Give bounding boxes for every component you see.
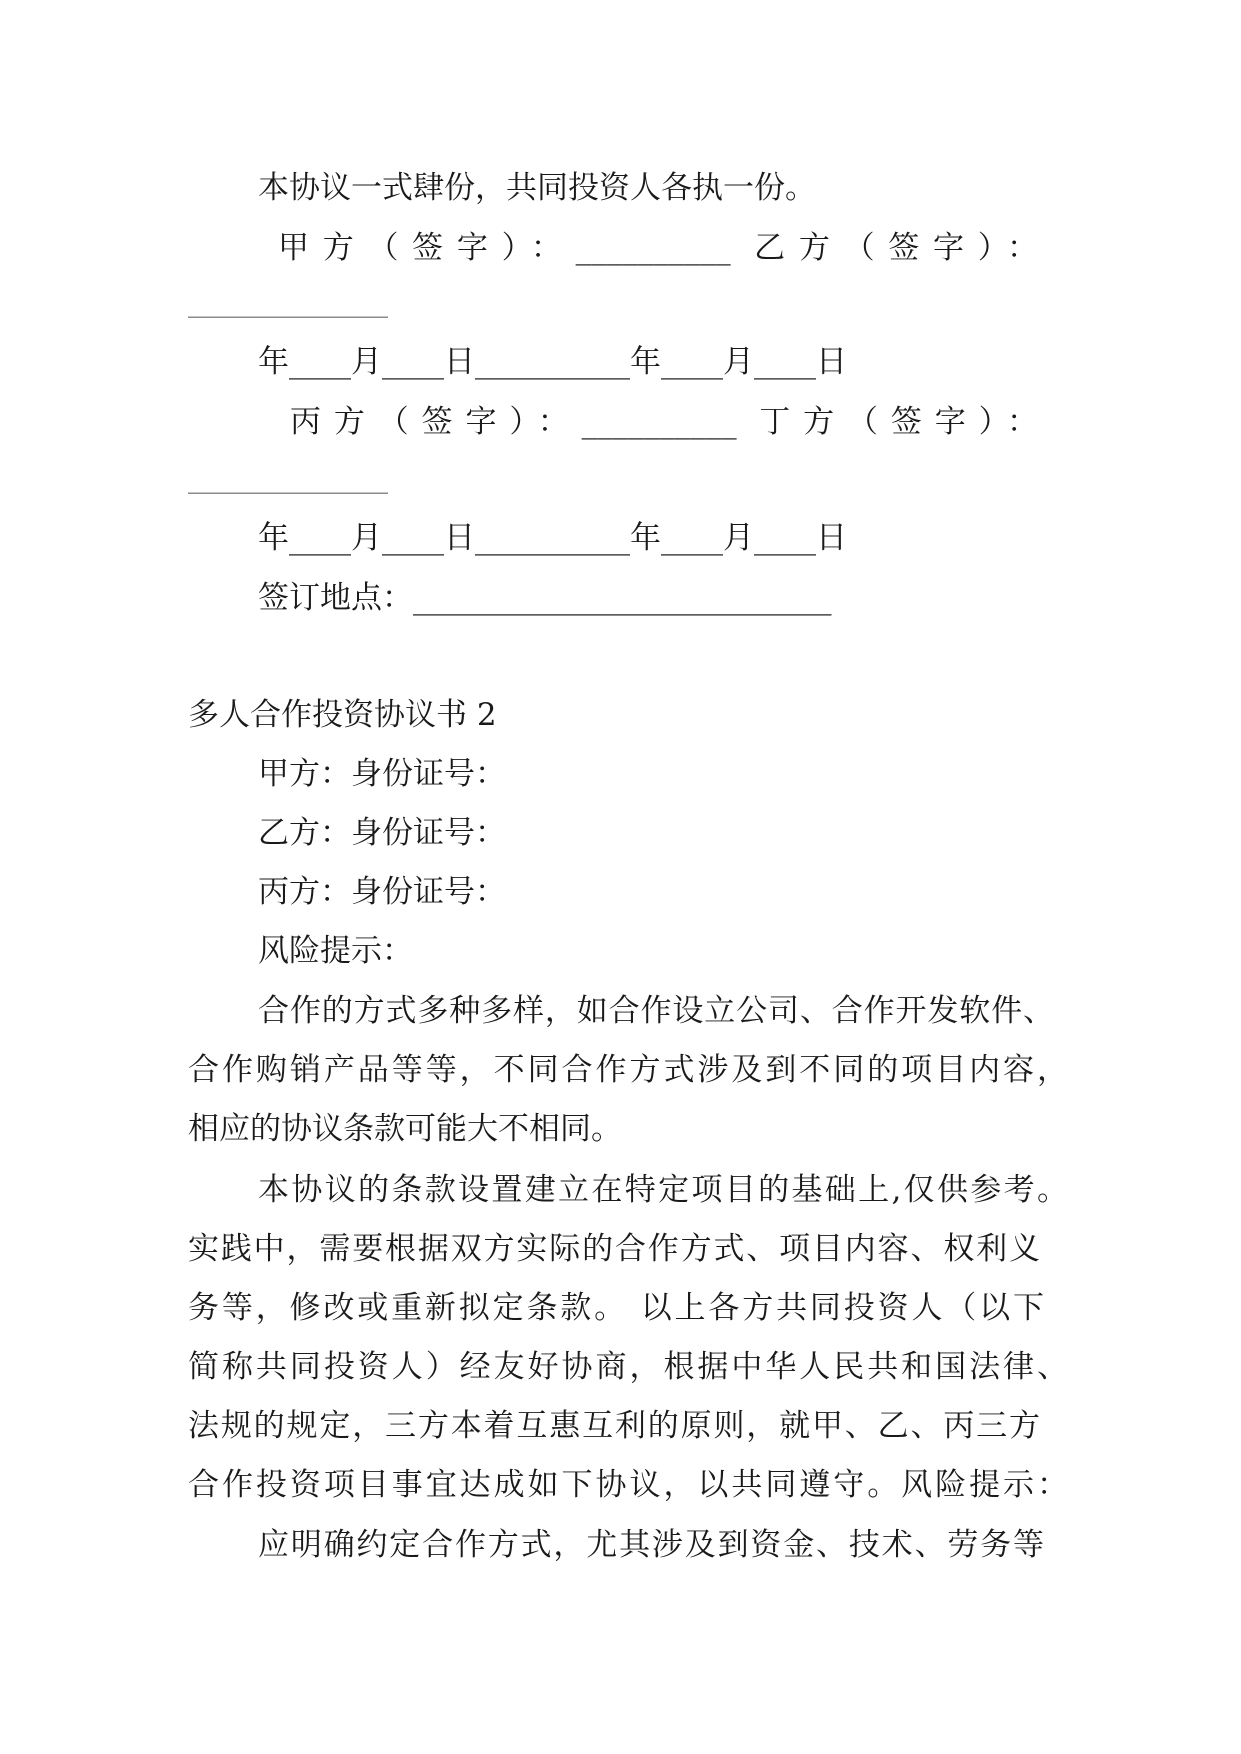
signature-blank: ____________________ — [188, 470, 388, 494]
body-text-line: 合作的方式多种多样，如合作设立公司、合作开发软件、 — [258, 993, 1054, 1029]
body-text-line: 简称共同投资人）经友好协商，根据中华人民共和国法律、 — [188, 1349, 1068, 1385]
signature-line-party-c-d: 丙方（签字）：__________ 丁方（签字）： — [290, 404, 1038, 440]
party-a-id-line: 甲方：身份证号： — [258, 756, 506, 792]
party-c-id-line: 丙方：身份证号： — [258, 874, 506, 910]
risk-notice-heading: 风险提示： — [258, 933, 413, 969]
document-title: 多人合作投资协议书 2 — [188, 697, 497, 733]
body-text-line: 应明确约定合作方式，尤其涉及到资金、技术、劳务等 — [258, 1527, 1044, 1563]
signature-blank: ____________________ — [188, 294, 388, 318]
body-text-line: 实践中，需要根据双方实际的合作方式、项目内容、权利义 — [188, 1231, 1040, 1267]
copies-clause: 本协议一式肆份，共同投资人各执一份。 — [258, 170, 816, 206]
body-text-line: 合作投资项目事宜达成如下协议，以共同遵守。风险提示： — [188, 1467, 1068, 1503]
body-text-line: 相应的协议条款可能大不相同。 — [188, 1111, 622, 1147]
date-line: 年____月____日__________年____月____日 — [258, 520, 847, 556]
body-text-line: 法规的规定，三方本着互惠互利的原则，就甲、乙、丙三方 — [188, 1408, 1040, 1444]
body-text-line: 合作购销产品等等，不同合作方式涉及到不同的项目内容， — [188, 1052, 1068, 1088]
signature-line-party-a-b: 甲方（签字）：__________ 乙方（签字）： — [278, 230, 1038, 266]
body-text-line: 务等，修改或重新拟定条款。 以上各方共同投资人（以下 — [188, 1290, 1044, 1326]
party-b-id-line: 乙方：身份证号： — [258, 815, 506, 851]
date-line: 年____月____日__________年____月____日 — [258, 344, 847, 380]
body-text-line: 本协议的条款设置建立在特定项目的基础上,仅供参考。 — [258, 1172, 1068, 1208]
signing-location-line: 签订地点：___________________________ — [258, 580, 832, 616]
